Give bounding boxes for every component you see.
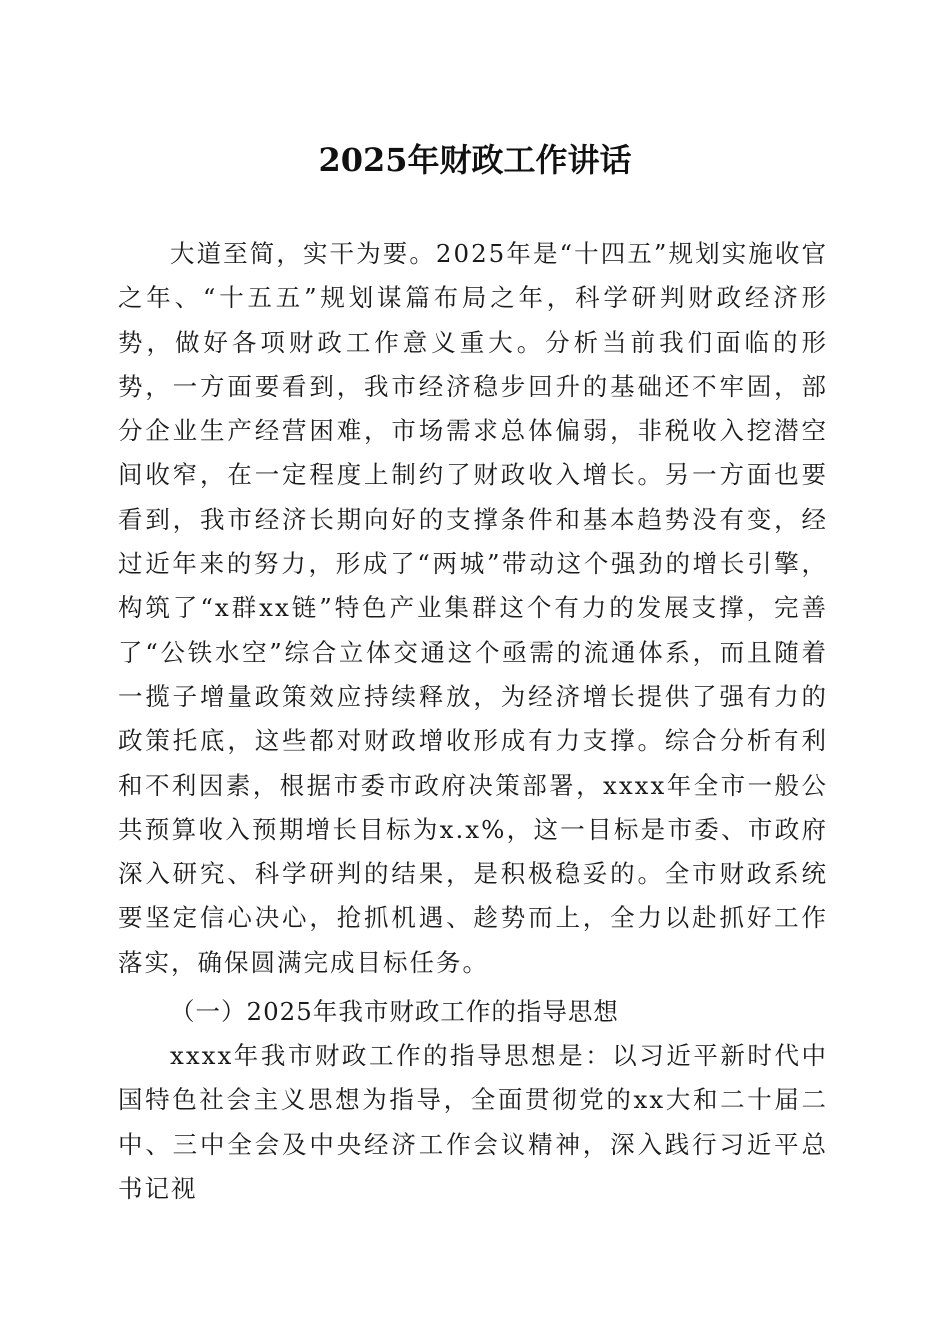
- document-title: 2025年财政工作讲话: [318, 141, 632, 179]
- section-paragraph: xxxx年我市财政工作的指导思想是：以习近平新时代中国特色社会主义思想为指导，全面贯彻党的xx大和二十届二中、三中全会及中央经济工作会议精神，深入践行习近平总书记视: [118, 1041, 828, 1203]
- intro-paragraph: 大道至简，实干为要。2025年是“十四五”规划实施收官之年、“十五五”规划谋篇布局之年，科学研判财政经济形势，做好各项财政工作意义重大。分析当前我们面临的形势，一方面要看到，我市经济稳步回升的基础还不牢固，部分企业生产经营困难，市场需求总体偏弱，非税收入挖潜空间收窄，在一定程度上制约了财政收入增长。另一方面也要看到，我市经济长期向好的支撑条件和基本趋势没有变，经过近年来的努力，形成了“两城”带动这个强劲的增长引擎，构筑了“x群xx链”特色产业集群这个有力的发展支撑，完善了“公铁水空”综合立体交通这个亟需的流通体系，而且随着一揽子增量政策效应持续释放，为经济增长提供了强有力的政策托底，这些都对财政增收形成有力支撑。综合分析有利和不利因素，根据市委市政府决策部署，xxxx年全市一般公共预算收入预期增长目标为x.x%，这一目标是市委、市政府深入研究、科学研判的结果，是积极稳妥的。全市财政系统要坚定信心决心，抢抓机遇、趁势而上，全力以赴抓好工作落实，确保圆满完成目标任务。: [118, 239, 828, 977]
- section-heading: （一）2025年我市财政工作的指导思想: [170, 997, 619, 1026]
